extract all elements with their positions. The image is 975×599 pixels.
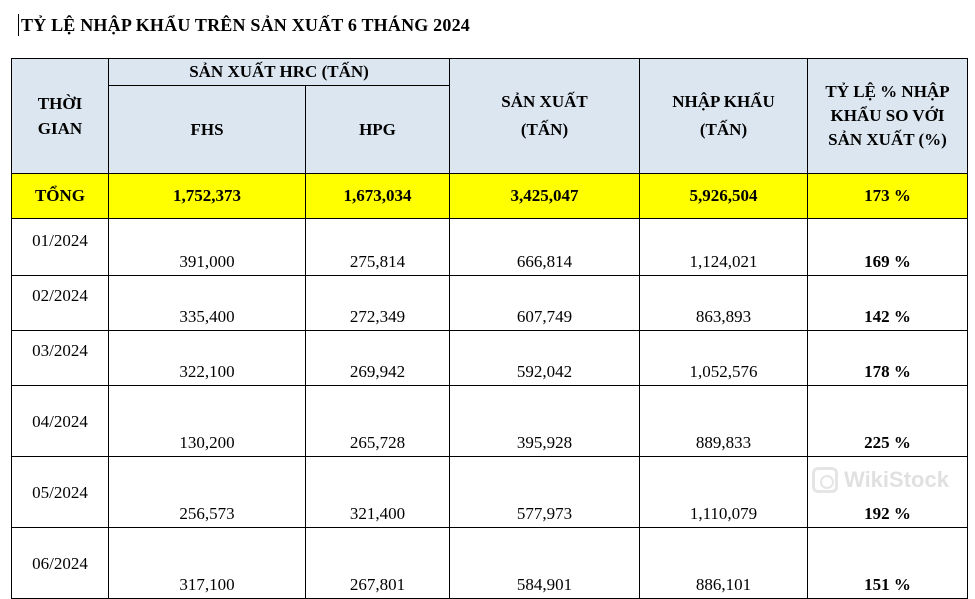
- header-row-1: [12, 59, 968, 86]
- header-hpg: HPG: [306, 86, 450, 174]
- header-fhs: FHS: [109, 86, 306, 174]
- row-production: 584,901: [450, 528, 640, 599]
- row-period: 04/2024: [12, 386, 109, 457]
- total-import: 5,926,504: [640, 174, 808, 219]
- row-ratio: 225 %: [808, 386, 968, 457]
- row-import: 1,124,021: [640, 219, 808, 276]
- total-fhs: 1,752,373: [109, 174, 306, 219]
- row-period: 01/2024: [12, 219, 109, 276]
- row-fhs: 391,000: [109, 219, 306, 276]
- header-time: THỜI GIAN: [12, 59, 109, 174]
- row-ratio: 178 %: [808, 331, 968, 386]
- row-import: 863,893: [640, 276, 808, 331]
- row-production: 592,042: [450, 331, 640, 386]
- row-import: 889,833: [640, 386, 808, 457]
- total-ratio: 173 %: [808, 174, 968, 219]
- header-import: NHẬP KHẨU (TẤN): [640, 59, 808, 174]
- row-import: 886,101: [640, 528, 808, 599]
- total-row: [12, 174, 968, 219]
- row-ratio: 142 %: [808, 276, 968, 331]
- row-production: 607,749: [450, 276, 640, 331]
- header-hrc-group: SẢN XUẤT HRC (TẤN): [109, 59, 450, 86]
- import-ratio-table: [11, 58, 968, 599]
- row-production: 577,973: [450, 457, 640, 528]
- row-fhs: 130,200: [109, 386, 306, 457]
- row-hpg: 265,728: [306, 386, 450, 457]
- row-hpg: 272,349: [306, 276, 450, 331]
- row-period: 03/2024: [12, 331, 109, 386]
- row-fhs: 256,573: [109, 457, 306, 528]
- table-row: [12, 386, 968, 457]
- row-fhs: 317,100: [109, 528, 306, 599]
- table-row: [12, 331, 968, 386]
- row-hpg: 275,814: [306, 219, 450, 276]
- row-production: 666,814: [450, 219, 640, 276]
- row-ratio: 192 %: [808, 457, 968, 528]
- total-hpg: 1,673,034: [306, 174, 450, 219]
- row-hpg: 267,801: [306, 528, 450, 599]
- table-row: [12, 457, 968, 528]
- watermark-text: WikiStock: [844, 467, 949, 492]
- row-ratio: 151 %: [808, 528, 968, 599]
- row-ratio: 169 %: [808, 219, 968, 276]
- table-row: [12, 276, 968, 331]
- row-fhs: 335,400: [109, 276, 306, 331]
- header-production: SẢN XUẤT (TẤN): [450, 59, 640, 174]
- document-title: TỶ LỆ NHẬP KHẨU TRÊN SẢN XUẤT 6 THÁNG 2024: [18, 14, 470, 36]
- row-import: 1,052,576: [640, 331, 808, 386]
- table-row: [12, 219, 968, 276]
- row-production: 395,928: [450, 386, 640, 457]
- header-ratio: TỶ LỆ % NHẬP KHẨU SO VỚI SẢN XUẤT (%): [808, 59, 968, 174]
- row-period: 06/2024: [12, 528, 109, 599]
- row-hpg: 321,400: [306, 457, 450, 528]
- total-production: 3,425,047: [450, 174, 640, 219]
- table-row: [12, 528, 968, 599]
- row-hpg: 269,942: [306, 331, 450, 386]
- row-period: 02/2024: [12, 276, 109, 331]
- total-label: TỔNG: [12, 174, 109, 219]
- row-import: 1,110,079: [640, 457, 808, 528]
- row-period: 05/2024: [12, 457, 109, 528]
- row-fhs: 322,100: [109, 331, 306, 386]
